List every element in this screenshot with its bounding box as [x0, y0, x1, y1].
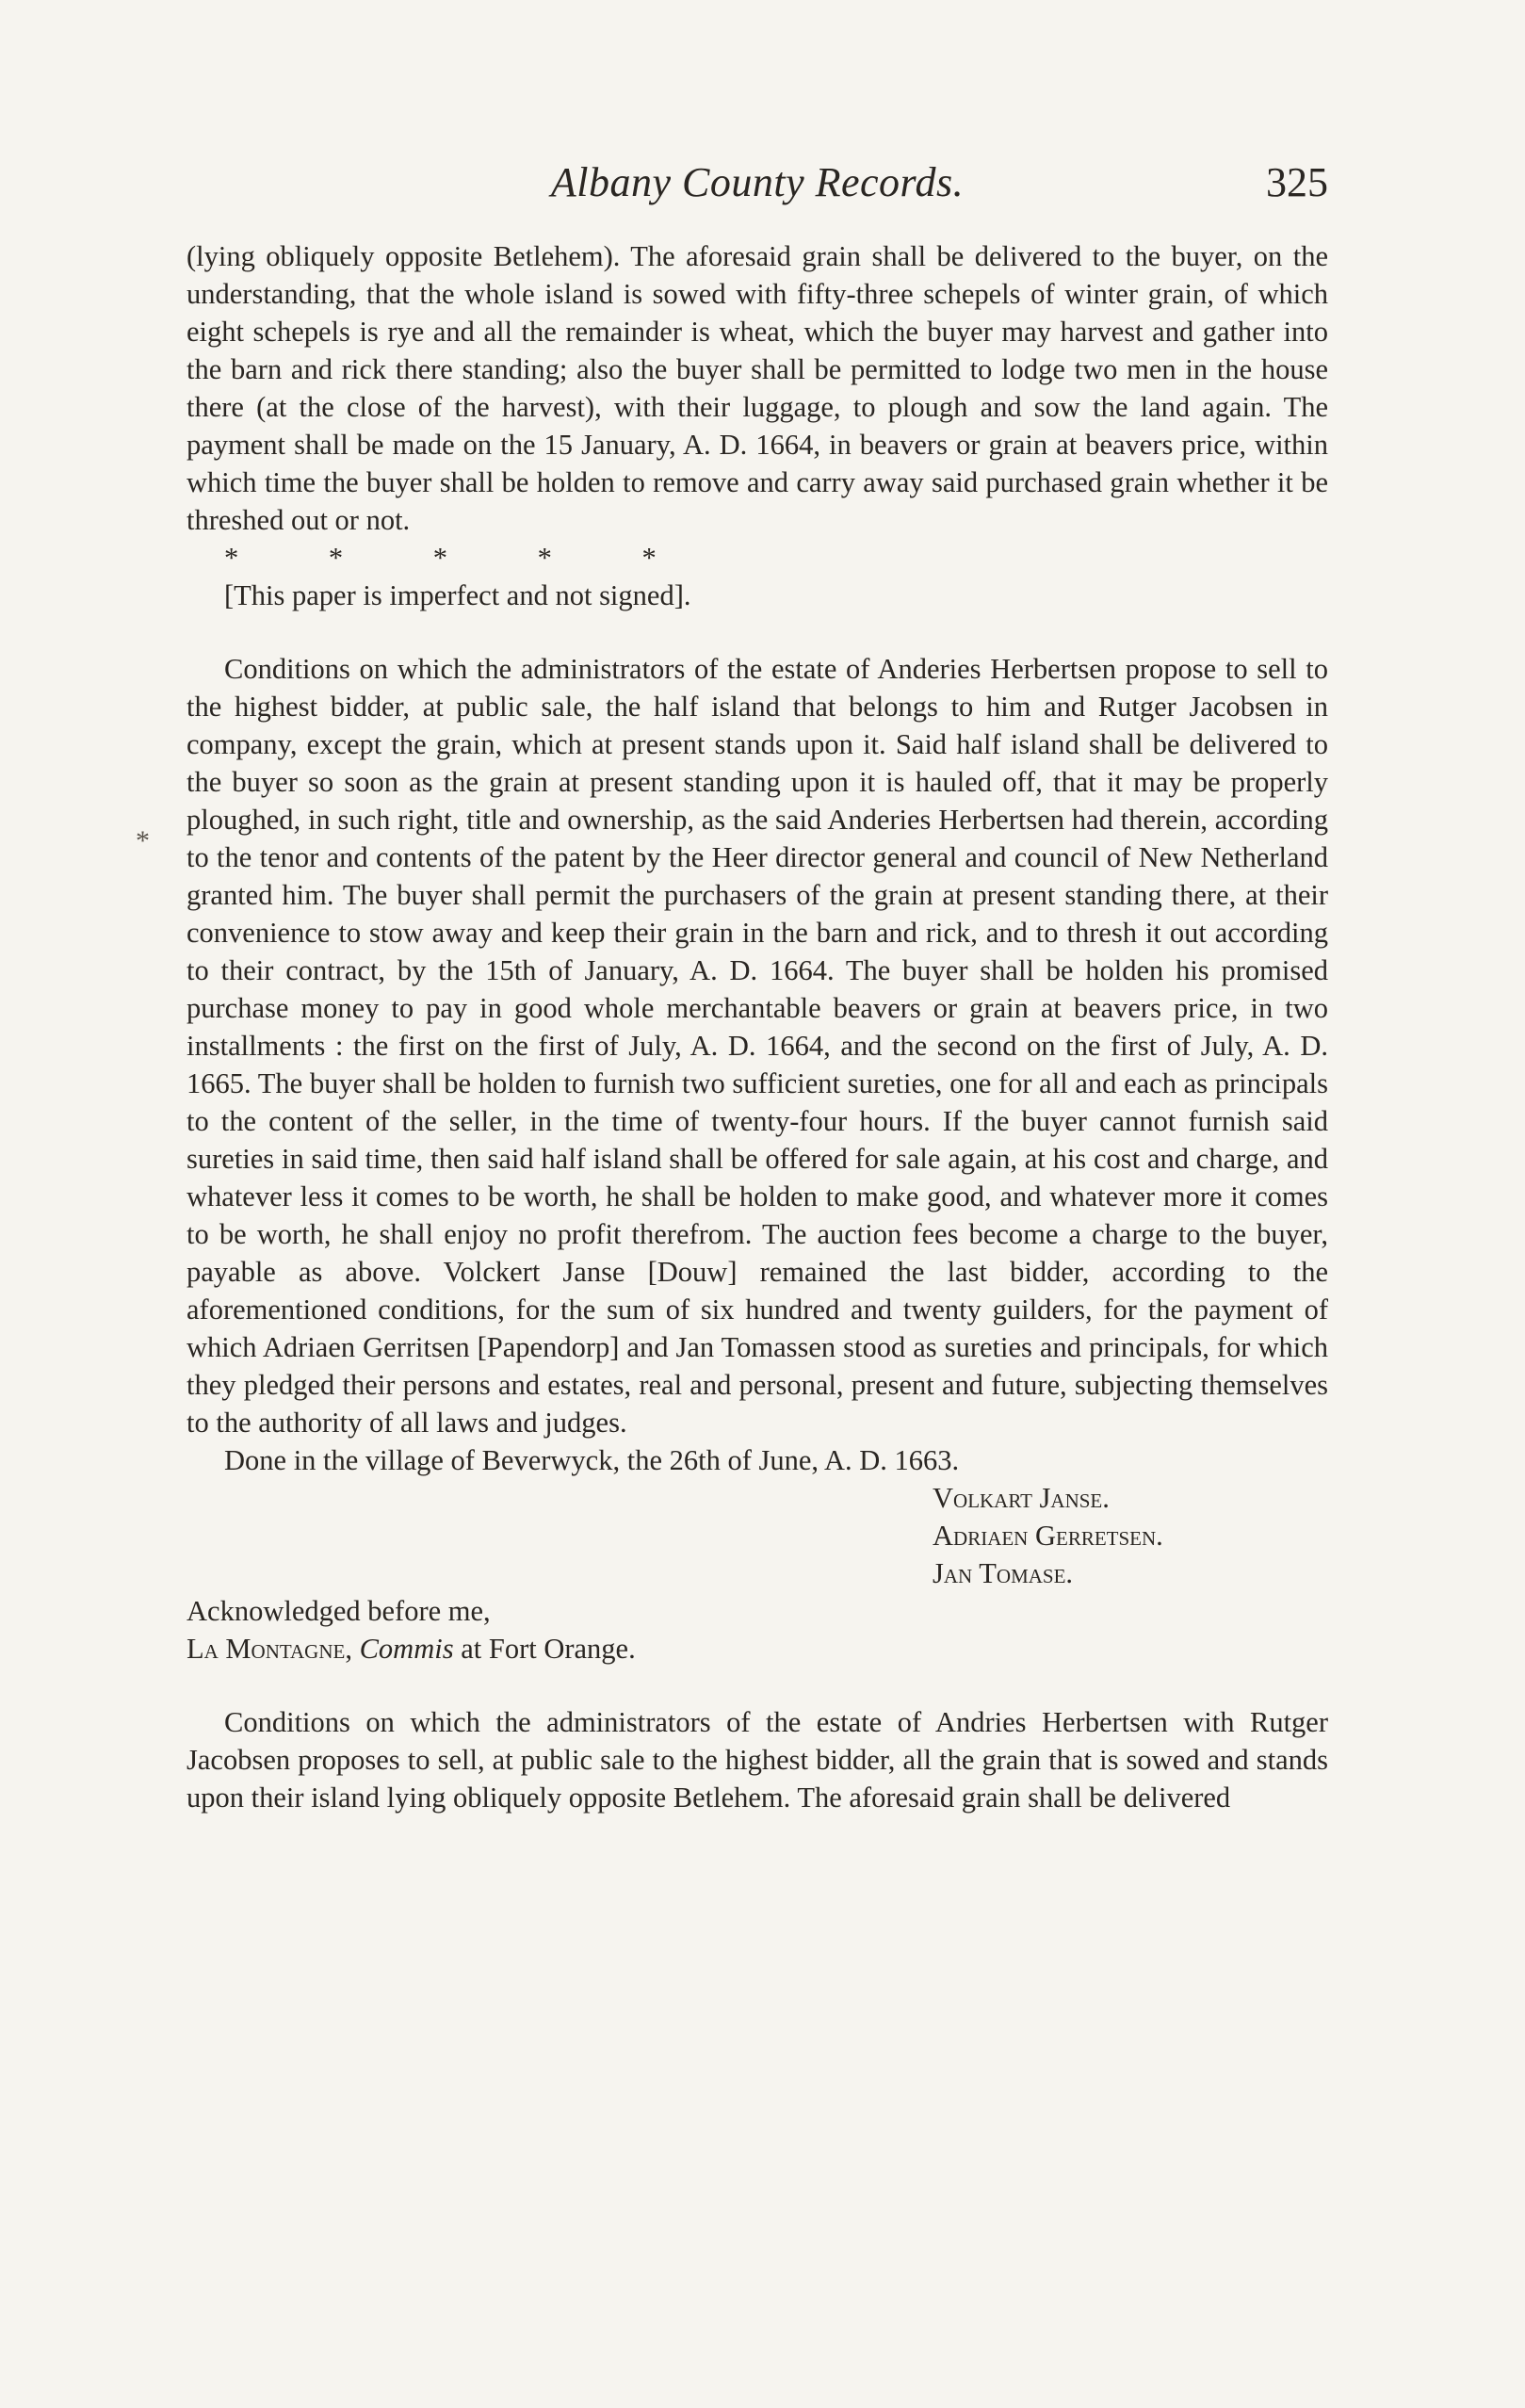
ellipsis-asterisks — [187, 539, 1328, 577]
page-body — [187, 237, 1328, 1816]
signature-3: Jan Tomase. — [933, 1557, 1074, 1589]
done-line: Done in the village of Beverwyck, the 26th of June, A. D. 1663. — [224, 1444, 960, 1476]
page-header — [187, 158, 1328, 215]
commis-title: Commis — [359, 1633, 454, 1665]
running-title: Albany County Records. — [550, 159, 965, 205]
page-number: 325 — [1266, 159, 1328, 205]
paragraph-conditions-grain: Conditions on which the administrators of the estate of Andries Herbertsen with Rutger Jacobsen proposes to sell, at public sale to the highest bidder, all the grain that is sowed and stands upon their island lying obliquely opposite Betlehem. The aforesaid grain shall be delivered — [187, 1706, 1328, 1814]
margin-mark: * — [136, 825, 150, 856]
signature-1: Volkart Janse. — [933, 1482, 1110, 1514]
paragraph-continuation: (lying obliquely opposite Betlehem). The aforesaid grain shall be delivered to the buyer, on the understanding, that the whole island is sowed with fifty-three schepels of winter grain, of which eight schepels is rye and all the remainder is wheat, which the buyer may harvest and gather into the barn and rick there standing; also the buyer shall be permitted to lodge two men in the house there (at the close of the harvest), with their luggage, to plough and sow the land again. The payment shall be made on the 15 January, A. D. 1664, in beavers or grain at beavers price, within which time the buyer shall be holden to remove and carry away said purchased grain whether it be threshed out or not. — [187, 240, 1328, 536]
signature-2: Adriaen Gerretsen. — [933, 1520, 1163, 1552]
editorial-note: [This paper is imperfect and not signed]. — [224, 579, 691, 611]
paragraph-gap — [187, 1668, 1328, 1703]
commis-line — [187, 1630, 1328, 1668]
commis-name: La Montagne, — [187, 1633, 352, 1665]
paragraph-gap — [187, 614, 1328, 650]
commis-place: at Fort Orange. — [461, 1633, 636, 1665]
asterisks-text: * * * * * — [224, 542, 698, 574]
acknowledgement: Acknowledged before me, — [187, 1595, 491, 1627]
paragraph-conditions-half-island: Conditions on which the administrators of the estate of Anderies Herbertsen propose to sell to the highest bidder, at public sale, the half island that belongs to him and Rutger Jacobsen in company, except the grain, which at present stands upon it. Said half island shall be delivered to the buyer so soon as the grain at present standing upon it is hauled off, that it may be properly ploughed, in such right, title and ownership, as the said Anderies Herbertsen had therein, according to the tenor and contents of the patent by the Heer director general and council of New Netherland granted him. The buyer shall permit the purchasers of the grain at present standing there, at their convenience to stow away and keep their grain in the barn and rick, and to thresh it out according to their contract, by the 15th of January, A. D. 1664. The buyer shall be holden his promised purchase money to pay in good whole merchantable beavers or grain at beavers price, in two installments : the first on the first of July, A. D. 1664, and the second on the first of July, A. D. 1665. The buyer shall be holden to furnish two sufficient sureties, one for all and each as principals to the content of the seller, in the time of twenty-four hours. If the buyer cannot furnish said sureties in said time, then said half island shall be offered for sale again, at his cost and charge, and whatever less it comes to be worth, he shall be holden to make good, and whatever more it comes to be worth, he shall enjoy no profit therefrom. The auction fees become a charge to the buyer, payable as above. Volckert Janse [Douw] remained the last bidder, according to the aforementioned conditions, for the sum of six hundred and twenty guilders, for the payment of which Adriaen Gerritsen [Papendorp] and Jan Tomassen stood as sureties and principals, for which they pledged their persons and estates, real and personal, present and future, subjecting themselves to the authority of all laws and judges. — [187, 653, 1328, 1439]
signature-block — [933, 1479, 1328, 1592]
